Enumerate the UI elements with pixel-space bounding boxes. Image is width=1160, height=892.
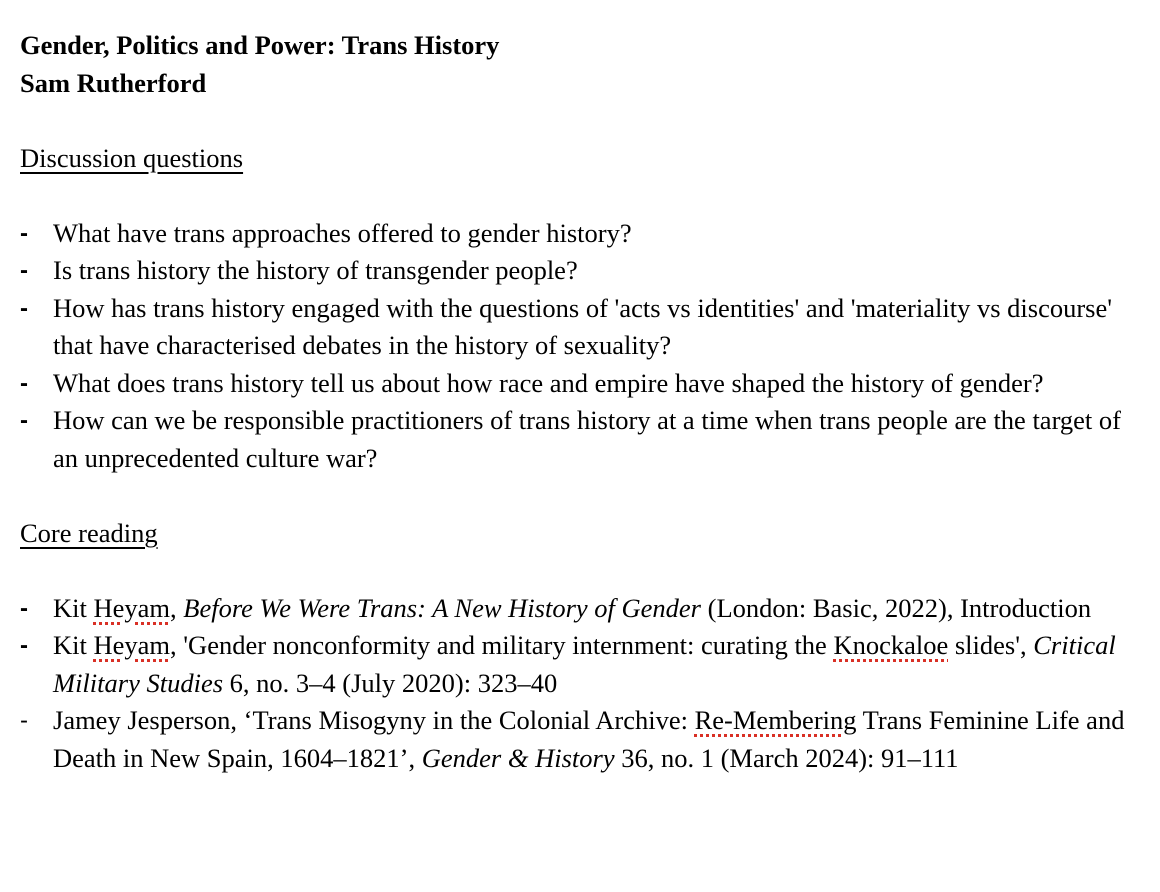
question-text: Is trans history the history of transgender people? [53,255,578,285]
dash-bullet: - [20,632,28,659]
reading-title-start: , 'Gender nonconformity and military internment: curating the [170,630,834,660]
question-text: How can we be responsible practitioners of trans history at a time when trans people are the target of an unprecedented culture war? [53,405,1121,473]
course-title: Gender, Politics and Power: Trans History [20,30,500,60]
reading-author: Jamey Jesperson [53,705,231,735]
reading-title-end: Trans Feminine Life and Death in New Spain, 1604–1821’, [53,705,1125,773]
list-item [20,252,1145,290]
reading-details: 36, no. 1 (March 2024): 91–111 [614,742,959,773]
reading-author-last: Heyam [93,630,171,660]
reading-title: Before We Were Trans: A New History of Gender [183,592,701,623]
reading-details: 6, no. 3–4 (July 2020): 323–40 [223,667,558,698]
blank-line [20,102,1145,140]
reading-author-last: Heyam [93,592,171,623]
document-page [20,27,1145,777]
reading-title-flagged: Knockaloe [833,630,949,660]
dash-bullet: - [20,219,28,247]
blank-line [20,477,1145,515]
reading-title-end: slides', [948,630,1034,660]
reading-title-flagged: Re-Membering [694,705,857,735]
discussion-heading: Discussion questions [20,142,244,173]
dash-bullet: - [20,369,28,397]
discussion-questions-list [20,215,1145,478]
discussion-section [20,140,1145,478]
list-item [20,590,1145,628]
reading-details: (London: Basic, 2022), Introduction [701,592,1092,623]
reading-author-first: Kit [53,592,94,623]
core-reading-section [20,515,1145,778]
list-item [20,627,1145,702]
core-reading-list [20,590,1145,778]
reading-journal: Gender & History [421,742,615,773]
question-text: What have trans approaches offered to gender history? [53,217,632,248]
dash-bullet: - [20,257,28,284]
question-text: How has trans history engaged with the questions of 'acts vs identities' and 'materiality vs discourse' that have characterised debates in the history of sexuality? [53,292,1113,360]
list-item [20,402,1145,477]
list-item [20,290,1145,365]
dash-bullet: - [20,707,28,734]
question-text: What does trans history tell us about how race and empire have shaped the history of gender? [53,367,1044,398]
reading-title-start: , ‘Trans Misogyny in the Colonial Archive: [230,705,695,735]
dash-bullet: - [20,594,28,622]
reading-journal: Critical Military Studies [53,630,1116,698]
list-item [20,702,1145,777]
blank-line [20,552,1145,590]
document-header [20,27,1145,102]
list-item [20,365,1145,403]
author-name: Sam Rutherford [20,67,207,98]
blank-line [20,177,1145,215]
list-item [20,215,1145,253]
dash-bullet: - [20,294,28,322]
reading-separator: , [170,592,184,623]
core-reading-heading: Core reading [20,517,158,548]
reading-author-first: Kit [53,630,94,660]
dash-bullet: - [20,407,28,434]
